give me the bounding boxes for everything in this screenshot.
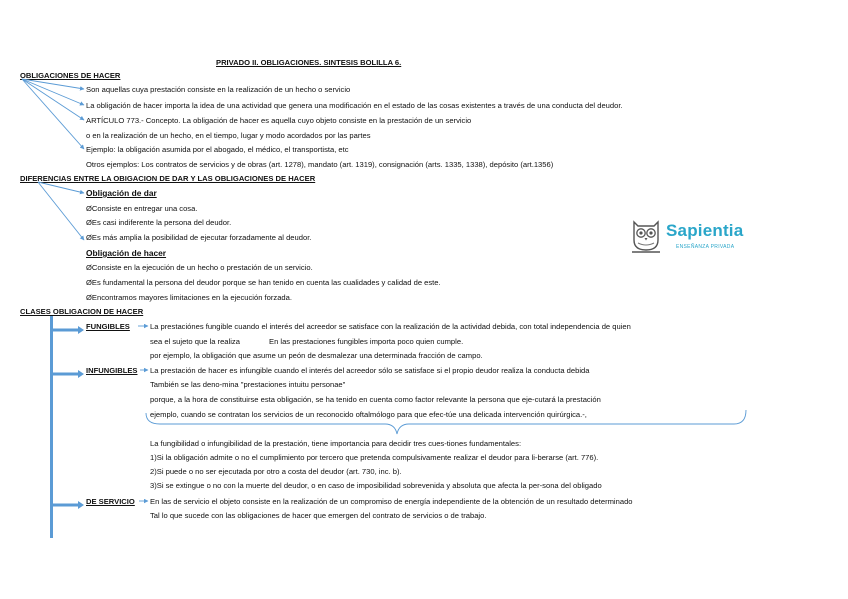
importance-item-1: 1)Si la obligación admite o no el cumplimiento por tercero que pretenda compulsivamente realizar el deudor para li-berarse (art. 776). [150, 453, 599, 462]
page-title: PRIVADO II. OBLIGACIONES. SINTESIS BOLILLA 6. [216, 58, 402, 67]
hacer-item-1: ØConsiste en la ejecución de un hecho o prestación de un servicio. [86, 263, 313, 272]
dar-title: Obligación de dar [86, 188, 157, 198]
section1-line-6: Otros ejemplos: Los contratos de servicios y de obras (art. 1278), mandato (art. 1319), consignación (arts. 1335, 1338), depósito (art.1356) [86, 160, 554, 169]
logo-name: Sapientia [666, 221, 744, 240]
infungibles-label: INFUNGIBLES [86, 366, 138, 375]
fungibles-label: FUNGIBLES [86, 322, 130, 331]
servicio-label: DE SERVICIO [86, 497, 135, 506]
infungibles-line-1: La prestación de hacer es infungible cuando el interés del acreedor sólo se satisface si el propio deudor realiza la conducta debida [150, 366, 590, 375]
section1-arrows [22, 79, 84, 149]
sapientia-logo [626, 216, 746, 258]
section-heading-clases: CLASES OBLIGACION DE HACER [20, 307, 144, 316]
servicio-line-2: Tal lo que sucede con las obligaciones de hacer que emergen del contrato de servicios o de trabajo. [150, 511, 487, 520]
section1-line-1: Son aquellas cuya prestación consiste en la realización de un hecho o servicio [86, 85, 351, 94]
section2-arrows [38, 182, 84, 240]
infungibles-line-2: También se las deno-mina "prestaciones intuitu personae" [150, 380, 346, 389]
hacer-item-3: ØEncontramos mayores limitaciones en la ejecución forzada. [86, 293, 292, 302]
section-heading-diferencias: DIFERENCIAS ENTRE LA OBIGACION DE DAR Y LAS OBLIGACIONES DE HACER [20, 174, 316, 183]
importance-intro: La fungibilidad o infungibilidad de la prestación, tiene importancia para decidir tres cues-tiones fundamentales: [150, 439, 522, 448]
dar-item-3: ØEs más amplia la posibilidad de ejecutar forzadamente al deudor. [86, 233, 312, 242]
fungibles-line-4: por ejemplo, la obligación que asume un peón de desmalezar una determinada fracción de campo. [150, 351, 483, 360]
section1-line-2: La obligación de hacer importa la idea de una actividad que genera una modificación en el estado de las cosas existentes a través de una conducta del deudor. [86, 101, 623, 110]
section-heading-obligaciones-hacer: OBLIGACIONES DE HACER [20, 71, 121, 80]
infungibles-line-3: porque, a la hora de constituirse esta obligación, se ha tenido en cuenta como factor relevante la persona que eje-cutará la prestación [150, 395, 601, 404]
fungibles-line-3: En las prestaciones fungibles importa poco quien cumple. [269, 337, 464, 346]
importance-item-2: 2)Si puede o no ser ejecutada por otro a costa del deudor (art. 730, inc. b). [150, 467, 402, 476]
logo-tagline: ENSEÑANZA PRIVADA [676, 244, 735, 250]
hacer-title: Obligación de hacer [86, 248, 167, 258]
fungibles-line-2: sea el sujeto que la realiza [150, 337, 240, 346]
fungibles-line-1: La prestaciónes fungible cuando el interés del acreedor se satisface con la realización de la actividad debida, con total independencia de quien [150, 322, 631, 331]
section1-line-3: ARTÍCULO 773.- Concepto. La obligación de hacer es aquella cuyo objeto consiste en la prestación de un servicio [86, 116, 472, 125]
label-arrows [138, 326, 148, 501]
dar-item-1: ØConsiste en entregar una cosa. [86, 204, 198, 213]
curly-brace [146, 410, 746, 434]
hacer-item-2: ØEs fundamental la persona del deudor porque se han tenido en cuenta las cualidades y calidad de este. [86, 278, 441, 287]
servicio-line-1: En las de servicio el objeto consiste en la realización de un compromiso de energía independiente de la obtención de un resultado determinado [150, 497, 633, 506]
section3-bracket [50, 316, 84, 538]
dar-item-2: ØEs casi indiferente la persona del deudor. [86, 218, 232, 227]
importance-item-3: 3)Si se extingue o no con la muerte del deudor, o en caso de imposibilidad sobrevenida y absoluta que afecta la per-sona del obligado [150, 481, 602, 490]
section1-line-4: o en la realización de un hecho, en el tiempo, lugar y modo acordados por las partes [86, 131, 371, 140]
infungibles-line-4: ejemplo, cuando se contratan los servicios de un reconocido oftalmólogo para que efec-túe una delicada intervención quirúrgica.-, [150, 410, 587, 419]
section1-line-5: Ejemplo: la obligación asumida por el abogado, el médico, el transportista, etc [86, 145, 349, 154]
